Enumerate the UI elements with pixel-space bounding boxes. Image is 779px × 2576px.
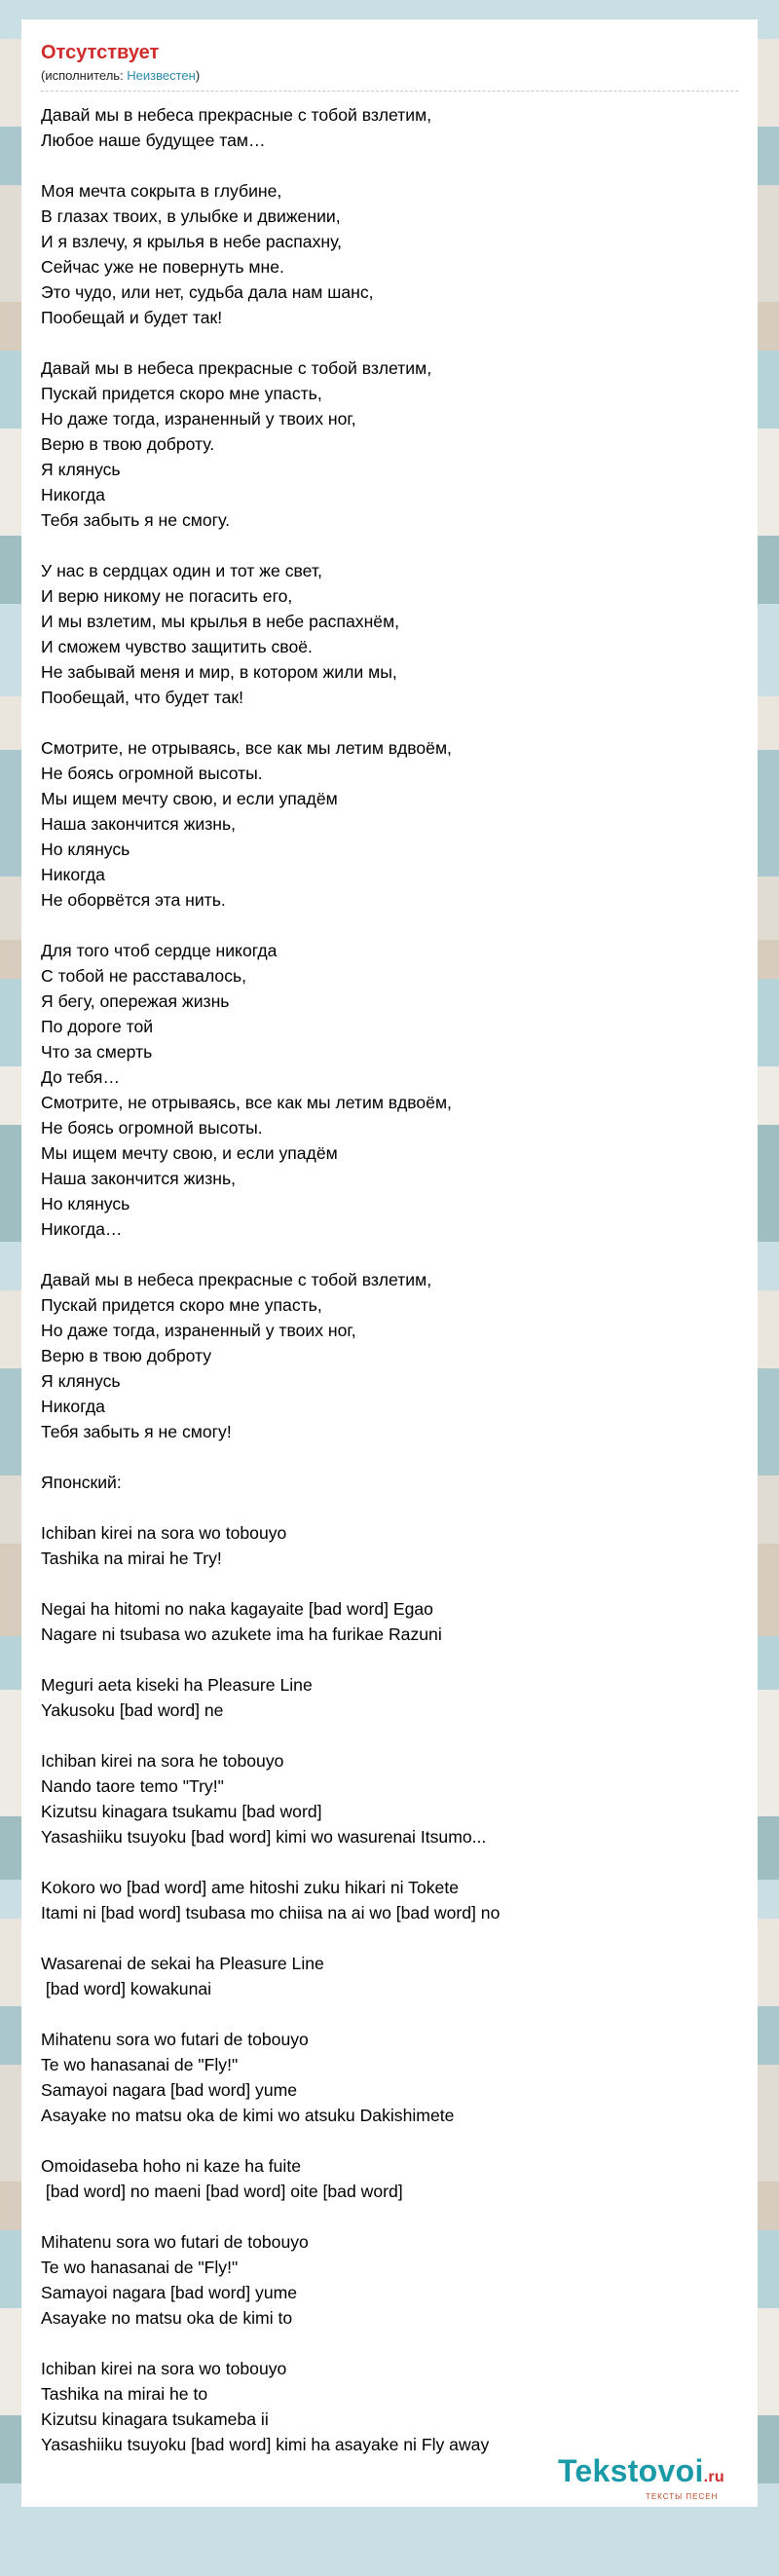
lyric-spacer [41,2128,738,2153]
lyric-line: Kokoro wo [bad word] ame hitoshi zuku hikari ni Tokete [41,1878,459,1897]
lyric-line: Давай мы в небеса прекрасные с тобой взлетим, [41,358,432,378]
lyric-line: Negai ha hitomi no naka kagayaite [bad word] Egao [41,1599,433,1619]
lyric-line: Верю в твою доброту [41,1346,212,1365]
lyric-line: Не боясь огромной высоты. [41,1118,263,1138]
lyric-line: Пускай придется скоро мне упасть, [41,384,322,403]
artist-suffix: ) [195,68,201,83]
lyric-line: [bad word] kowakunai [41,1979,212,1998]
lyric-spacer [41,533,738,558]
lyric-line: Ichiban kirei na sora he tobouyo [41,1751,284,1771]
lyric-spacer [41,1925,738,1951]
lyric-line: В глазах твоих, в улыбке и движении, [41,206,341,226]
lyric-line: Te wo hanasanai de "Fly!" [41,2055,239,2074]
lyric-line: Японский: [41,1473,122,1492]
lyric-line: Nando taore temo "Try!" [41,1776,224,1796]
lyric-line: Мы ищем мечту свою, и если упадём [41,789,338,808]
lyric-line: Nagare ni tsubasa wo azukete ima ha furikae Razuni [41,1624,442,1644]
lyric-line: Никогда… [41,1219,123,1239]
lyric-line: Mihatenu sora wo futari de tobouyo [41,2232,309,2252]
lyric-line: У нас в сердцах один и тот же свет, [41,561,322,580]
lyric-line: Но даже тогда, израненный у твоих ног, [41,1321,356,1340]
artist-prefix: (исполнитель: [41,68,128,83]
lyric-line: Наша закончится жизнь, [41,814,237,834]
lyric-line: Yasashiiku tsuyoku [bad word] kimi wo wasurenai Itsumo... [41,1827,487,1847]
lyric-line: Mihatenu sora wo futari de tobouyo [41,2030,309,2049]
lyric-line: И верю никому не погасить его, [41,586,293,606]
lyric-line: Верю в твою доброту. [41,434,215,454]
page-title: Отсутствует [41,42,160,63]
lyric-line: Никогда [41,485,105,504]
lyric-line: Kizutsu kinagara tsukamu [bad word] [41,1802,322,1821]
lyric-line: Tashika na mirai he to [41,2384,208,2404]
lyric-line: Tashika na mirai he Try! [41,1549,222,1568]
lyric-line: Itami ni [bad word] tsubasa mo chiisa na ai wo [bad word] no [41,1903,501,1923]
lyric-line: Kizutsu kinagara tsukameba ii [41,2409,269,2429]
lyrics-text [41,102,738,2457]
lyric-spacer [41,913,738,938]
lyric-line: Не боясь огромной высоты. [41,764,263,783]
artist-line [41,67,738,85]
lyric-line: [bad word] no maeni [bad word] oite [bad word] [41,2182,403,2201]
lyric-line: Мы ищем мечту свою, и если упадём [41,1143,338,1163]
site-logo[interactable] [558,2454,724,2501]
lyric-line: Samayoi nagara [bad word] yume [41,2080,298,2100]
lyric-line: Для того чтоб сердце никогда [41,941,278,960]
lyric-line: Но клянусь [41,840,130,859]
lyric-line: Не оборвётся эта нить. [41,890,226,910]
divider [41,91,738,92]
lyric-spacer [41,710,738,735]
lyric-line: Тебя забыть я не смогу. [41,510,230,530]
lyric-line: Моя мечта сокрыта в глубине, [41,181,282,201]
logo-tagline: ТЕКСТЫ ПЕСЕН [645,2492,719,2501]
lyric-line: Это чудо, или нет, судьба дала нам шанс, [41,282,374,302]
lyric-line: Wasarenai de sekai ha Pleasure Line [41,1954,324,1973]
lyric-spacer [41,1571,738,1596]
lyric-line: И сможем чувство защитить своё. [41,637,313,656]
logo-tld: .ru [703,2469,724,2485]
lyric-line: Любое наше будущее там… [41,131,266,150]
lyric-spacer [41,1849,738,1875]
lyric-line: Но клянусь [41,1194,130,1213]
lyric-line: До тебя… [41,1067,121,1087]
lyric-line: Сейчас уже не повернуть мне. [41,257,284,277]
lyric-line: Тебя забыть я не смогу! [41,1422,232,1441]
lyric-line: Te wo hanasanai de "Fly!" [41,2258,239,2277]
lyric-line: Yasashiiku tsuyoku [bad word] kimi ha asayake ni Fly away [41,2435,490,2454]
lyric-line: И я взлечу, я крылья в небе распахну, [41,232,343,251]
lyric-line: Asayake no matsu oka de kimi to [41,2308,293,2328]
lyric-line: Я бегу, опережая жизнь [41,991,230,1011]
lyric-line: И мы взлетим, мы крылья в небе распахнём, [41,612,400,631]
lyric-line: Пообещай и будет так! [41,308,223,327]
lyric-line: С тобой не расставалось, [41,966,247,986]
lyric-line: Никогда [41,865,105,884]
lyric-spacer [41,330,738,355]
lyric-line: Но даже тогда, израненный у твоих ног, [41,409,356,429]
lyric-spacer [41,2204,738,2229]
lyric-spacer [41,153,738,178]
logo-wordmark [558,2454,724,2494]
lyric-line: Meguri aeta kiseki ha Pleasure Line [41,1675,313,1695]
lyric-spacer [41,1495,738,1520]
lyric-line: Samayoi nagara [bad word] yume [41,2283,298,2302]
lyric-spacer [41,1444,738,1470]
lyric-line: Пообещай, что будет так! [41,688,243,707]
lyric-line: Asayake no matsu oka de kimi wo atsuku Dakishimete [41,2106,455,2125]
lyric-line: Пускай придется скоро мне упасть, [41,1295,322,1315]
lyrics-card [21,19,758,2507]
lyric-line: Я клянусь [41,460,121,479]
lyric-line: Ichiban kirei na sora wo tobouyo [41,2359,287,2378]
lyric-line: Давай мы в небеса прекрасные с тобой взлетим, [41,105,432,125]
lyric-line: Yakusoku [bad word] ne [41,1700,224,1720]
lyric-line: Смотрите, не отрываясь, все как мы летим вдвоём, [41,1093,452,1112]
lyric-line: Что за смерть [41,1042,153,1062]
lyric-line: Давай мы в небеса прекрасные с тобой взлетим, [41,1270,432,1289]
lyric-line: Omoidaseba hoho ni kaze ha fuite [41,2156,302,2176]
lyric-spacer [41,1723,738,1748]
lyric-spacer [41,2001,738,2027]
lyric-line: Я клянусь [41,1371,121,1391]
lyric-line: Никогда [41,1397,105,1416]
lyric-line: Не забывай меня и мир, в котором жили мы, [41,662,397,682]
lyric-line: Наша закончится жизнь, [41,1169,237,1188]
artist-link[interactable]: Неизвестен [127,68,196,83]
lyric-line: Ichiban kirei na sora wo tobouyo [41,1523,287,1543]
lyric-line: По дороге той [41,1017,154,1036]
lyric-spacer [41,2331,738,2356]
lyric-spacer [41,1242,738,1267]
lyric-line: Смотрите, не отрываясь, все как мы летим вдвоём, [41,738,452,758]
lyric-spacer [41,1647,738,1672]
logo-name: Tekstovoi [557,2453,704,2488]
